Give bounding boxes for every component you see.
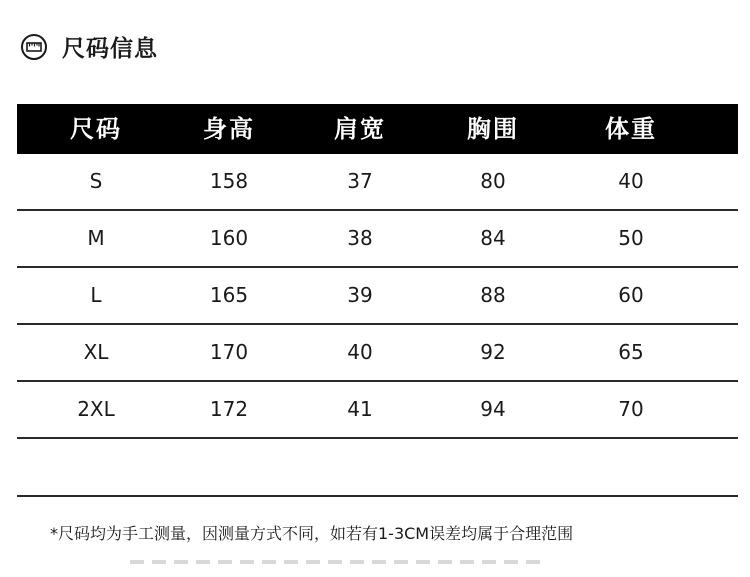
cell-weight: 65 bbox=[618, 340, 644, 364]
empty-table-row bbox=[17, 439, 738, 497]
cell-chest: 80 bbox=[480, 169, 506, 193]
table-row bbox=[17, 382, 738, 439]
header-size: 尺码 bbox=[70, 115, 122, 143]
cell-height: 165 bbox=[209, 283, 249, 307]
cell-chest: 84 bbox=[480, 226, 506, 250]
table-row bbox=[17, 325, 738, 382]
cell-height: 172 bbox=[209, 397, 249, 421]
cell-chest: 92 bbox=[480, 340, 506, 364]
section-title: 尺码信息 bbox=[62, 36, 158, 62]
cell-chest: 94 bbox=[480, 397, 506, 421]
cell-chest: 88 bbox=[480, 283, 506, 307]
size-table bbox=[17, 104, 738, 497]
table-row bbox=[17, 268, 738, 325]
header-weight: 体重 bbox=[605, 115, 657, 143]
cell-weight: 40 bbox=[618, 169, 644, 193]
cell-height: 160 bbox=[209, 226, 249, 250]
cropped-text-line bbox=[130, 560, 540, 564]
cell-height: 170 bbox=[209, 340, 249, 364]
table-row bbox=[17, 154, 738, 211]
cell-height: 158 bbox=[209, 169, 249, 193]
cell-shoulder: 37 bbox=[347, 169, 373, 193]
cell-size: M bbox=[87, 226, 105, 250]
cell-shoulder: 39 bbox=[347, 283, 373, 307]
table-row bbox=[17, 211, 738, 268]
cell-shoulder: 41 bbox=[347, 397, 373, 421]
cell-weight: 50 bbox=[618, 226, 644, 250]
ruler-icon bbox=[20, 33, 48, 61]
cell-size: XL bbox=[83, 340, 109, 364]
header-chest: 胸围 bbox=[467, 115, 519, 143]
cell-shoulder: 40 bbox=[347, 340, 373, 364]
cell-size: L bbox=[90, 283, 102, 307]
cell-size: S bbox=[89, 169, 103, 193]
table-header bbox=[17, 104, 738, 154]
cell-shoulder: 38 bbox=[347, 226, 373, 250]
header-height: 身高 bbox=[203, 115, 255, 143]
measurement-note: *尺码均为手工测量，因测量方式不同，如若有1-3CM误差均属于合理范围 bbox=[50, 524, 574, 543]
header-shoulder: 肩宽 bbox=[334, 115, 386, 143]
cell-weight: 60 bbox=[618, 283, 644, 307]
cell-size: 2XL bbox=[77, 397, 115, 421]
section-header bbox=[20, 30, 158, 63]
cell-weight: 70 bbox=[618, 397, 644, 421]
